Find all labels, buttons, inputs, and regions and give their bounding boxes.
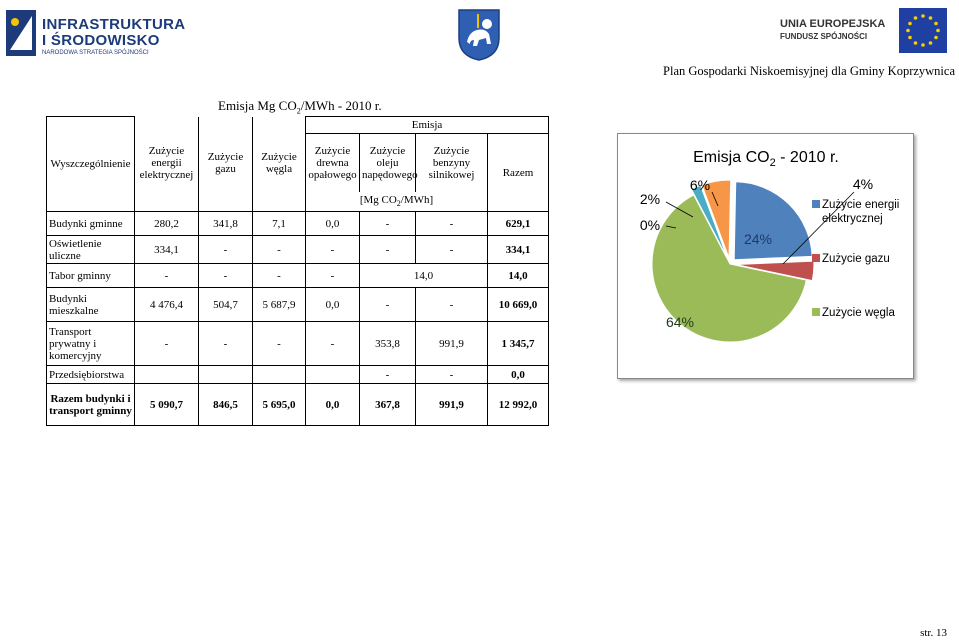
table-row: Budynki gminne 280,2 341,8 7,1 0,0 - - 629,1 bbox=[47, 212, 549, 236]
logo-line-1: INFRASTRUKTURA bbox=[42, 16, 186, 33]
header-unit: [Mg $CO_2/MWh$] bbox=[306, 192, 488, 212]
header-wegiel: Zużycie węgla bbox=[253, 134, 306, 192]
pie-data-label: 64% bbox=[665, 314, 695, 330]
pie-slice bbox=[734, 182, 812, 260]
pie-data-label: 2% bbox=[639, 191, 661, 207]
legend-label: Zużycie gazu bbox=[822, 253, 890, 265]
table-row: Przedsiębiorstwa - - 0,0 bbox=[47, 366, 549, 384]
eu-flag-icon bbox=[899, 8, 947, 53]
eu-line-1: UNIA EUROPEJSKA bbox=[780, 18, 886, 30]
pie-data-label: 6% bbox=[689, 177, 711, 193]
pie-chart-svg bbox=[618, 134, 913, 378]
legend-swatch bbox=[812, 254, 820, 262]
header-emisja: Emisja bbox=[306, 117, 549, 134]
chart-title: Emisja $CO_2 - 2010$ r. bbox=[693, 149, 839, 169]
header-olej: Zużycie oleju napędowego bbox=[360, 134, 416, 192]
eu-line-2: FUNDUSZ SPÓJNOŚCI bbox=[780, 32, 868, 41]
legend-label: Zużycie energii elektrycznej bbox=[822, 199, 900, 225]
page-number: str. 13 bbox=[920, 627, 947, 639]
emission-pie-chart bbox=[617, 133, 914, 379]
legend-swatch bbox=[812, 200, 820, 208]
table-row: Transport prywatny i komercyjny - - - - 353,8 991,9 1 345,7 bbox=[47, 322, 549, 366]
logo-line-2: I ŚRODOWISKO bbox=[42, 32, 160, 49]
coat-of-arms-icon bbox=[457, 8, 501, 62]
table-row: Tabor gminny - - - - 14,0 14,0 bbox=[47, 264, 549, 288]
logo-line-3: NARODOWA STRATEGIA SPÓJNOŚCI bbox=[42, 50, 149, 56]
pie-data-label: 24% bbox=[743, 231, 773, 247]
pie-data-label: 0% bbox=[639, 217, 661, 233]
header-energia: Zużycie energii elektrycznej bbox=[135, 134, 199, 192]
table-title: Emisja Mg $CO_2$/MWh - 2010 r. bbox=[218, 98, 382, 116]
eu-logo bbox=[780, 8, 950, 54]
infrastruktura-logo bbox=[6, 8, 186, 58]
header-benzyna: Zużycie benzyny silnikowej bbox=[416, 134, 488, 192]
header-wyszczegolnienie: Wyszczególnienie bbox=[47, 117, 135, 212]
header-razem: Razem bbox=[488, 134, 549, 212]
legend-swatch bbox=[812, 308, 820, 316]
table-row-total: Razem budynki i transport gminny 5 090,7 846,5 5 695,0 0,0 367,8 991,9 12 992,0 bbox=[47, 384, 549, 426]
emission-table bbox=[46, 116, 549, 426]
legend-label: Zużycie węgla bbox=[822, 307, 895, 319]
table-row: Oświetlenie uliczne 334,1 - - - - - 334,1 bbox=[47, 236, 549, 264]
document-header-title: Plan Gospodarki Niskoemisyjnej dla Gminy Koprzywnica bbox=[663, 64, 955, 78]
pie-data-label: 4% bbox=[852, 176, 874, 192]
infrastruktura-emblem-icon bbox=[6, 10, 36, 56]
header-gaz: Zużycie gazu bbox=[199, 134, 253, 192]
header-drewno: Zużycie drewna opałowego bbox=[306, 134, 360, 192]
table-row: Budynki mieszkalne 4 476,4 504,7 5 687,9 0,0 - - 10 669,0 bbox=[47, 288, 549, 322]
